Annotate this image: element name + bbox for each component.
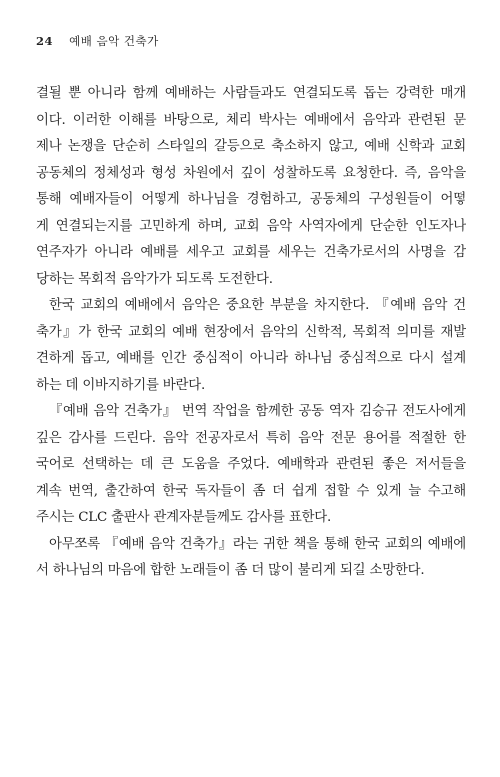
text-line: 깊은 감사를 드린다. 음악 전공자로서 특히 음악 전문 용어를 적절한 한 [36,430,466,446]
text-line: 한국 교회의 예배에서 음악은 중요한 부분을 차지한다. 『예배 음악 건 [49,298,466,313]
text-line: 이다. 이러한 이해를 바탕으로, 체리 박사는 예배에서 음악과 관련된 문 [36,112,466,128]
text-line: 국어로 선택하는 데 큰 도움을 주었다. 예배학과 관련된 좋은 저서들을 [36,457,466,472]
text-line: 통해 예배자들이 어떻게 하나님을 경험하고, 공동체의 구성원들이 어떻 [36,192,466,207]
running-head [36,33,159,49]
text-line: 당하는 목회적 음악가가 되도록 도전한다. [36,271,273,287]
body-text [36,81,466,585]
text-line: 게 연결되는지를 고민하게 하며, 교회 음악 사역자에게 단순한 인도자나 [36,218,466,234]
running-head-title: 예배 음악 건축가 [69,34,159,48]
page-number: 24 [36,34,54,48]
text-line: 계속 번역, 출간하여 한국 독자들이 좀 더 쉽게 접할 수 있게 늘 수고해 [36,483,466,499]
text-line: 공동체의 정체성과 형성 차원에서 깊이 성찰하도록 요청한다. 즉, 음악을 [36,165,466,181]
text-line: 결될 뿐 아니라 함께 예배하는 사람들과도 연결되도록 돕는 강력한 매개 [36,86,466,101]
text-line: 아무쪼록 『예배 음악 건축가』라는 귀한 책을 통해 한국 교회의 예배에 [49,536,466,552]
text-line: 견하게 돕고, 예배를 인간 중심적이 아니라 하나님 중심적으로 다시 설계 [36,351,466,366]
paragraph-4 [36,532,466,585]
text-line: 축가』가 한국 교회의 예배 현장에서 음악의 신학적, 목회적 의미를 재발 [36,324,466,340]
text-line: 하는 데 이바지하기를 바란다. [36,377,206,393]
text-line: 서 하나님의 마음에 합한 노래들이 좀 더 많이 불리게 되길 소망한다. [36,563,425,578]
paragraph-1 [36,81,466,293]
paragraph-2 [36,293,466,399]
text-line: 제나 논쟁을 단순히 스타일의 갈등으로 축소하지 않고, 예배 신학과 교회 [36,139,466,154]
text-line: 『예배 음악 건축가』 번역 작업을 함께한 공동 역자 김승규 전도사에게 [49,404,466,419]
text-line: 주시는 CLC 출판사 관계자분들께도 감사를 표한다. [36,510,332,525]
paragraph-3 [36,399,466,532]
text-line: 연주자가 아니라 예배를 세우고 교회를 세우는 건축가로서의 사명을 감 [36,245,466,260]
